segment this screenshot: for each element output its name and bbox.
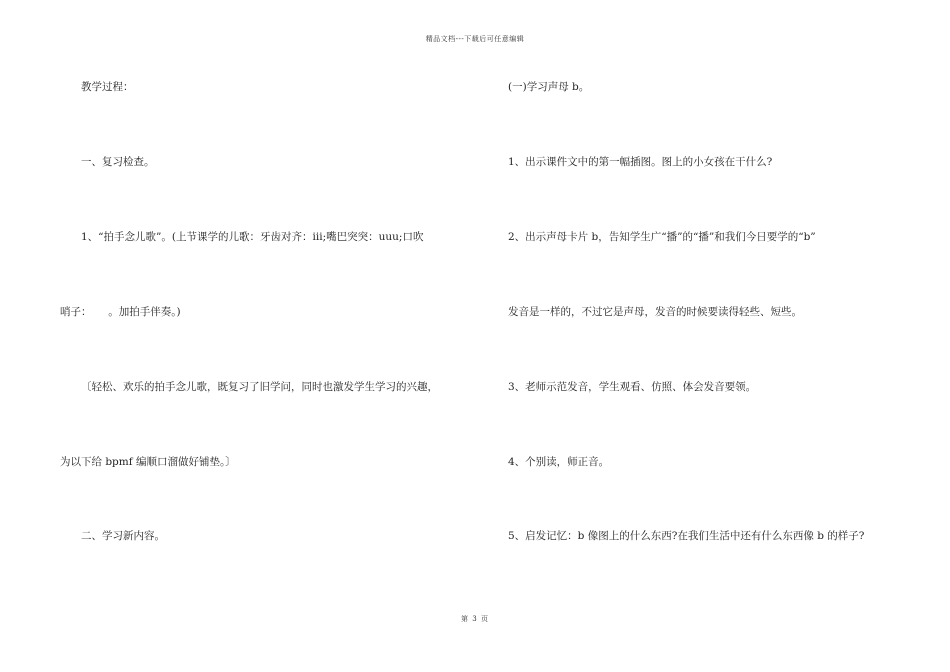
page-header: 精品文档---下载后可任意编辑 <box>425 35 525 43</box>
right-paragraph-5: 3、老师示范发音，学生观看、仿照、体会发音要领。 <box>508 381 757 393</box>
left-paragraph-3: 1、“拍手念儿歌”。(上节课学的儿歌：牙齿对齐：iii;嘴巴突突：uuu;口吹 <box>81 231 424 243</box>
left-paragraph-5: 〔轻松、欢乐的拍手念儿歌，既复习了旧学问，同时也激发学生学习的兴趣， <box>81 381 438 393</box>
left-paragraph-1: 教学过程： <box>81 81 134 93</box>
right-paragraph-6: 4、个别读，师正音。 <box>508 456 610 468</box>
right-paragraph-3: 2、出示声母卡片 b，告知学生广“播”的“播”和我们今日要学的“b” <box>508 231 816 243</box>
right-paragraph-1: (一)学习声母 b。 <box>508 81 590 93</box>
left-paragraph-4: 哨子： 。加拍手伴奏。) <box>60 306 181 318</box>
page-number: 第 3 页 <box>461 615 489 623</box>
right-paragraph-7: 5、启发记忆：b 像图上的什么东西?在我们生活中还有什么东西像 b 的样子? <box>508 530 865 542</box>
right-paragraph-4: 发音是一样的，不过它是声母，发音的时候要读得轻些、短些。 <box>508 306 802 318</box>
left-paragraph-7: 二、学习新内容。 <box>81 530 165 542</box>
right-paragraph-2: 1、出示课件文中的第一幅插图。图上的小女孩在干什么? <box>508 156 773 168</box>
left-paragraph-2: 一、复习检查。 <box>81 156 155 168</box>
left-paragraph-6: 为以下给 bpmf 编顺口溜做好铺垫。〕 <box>60 456 236 468</box>
